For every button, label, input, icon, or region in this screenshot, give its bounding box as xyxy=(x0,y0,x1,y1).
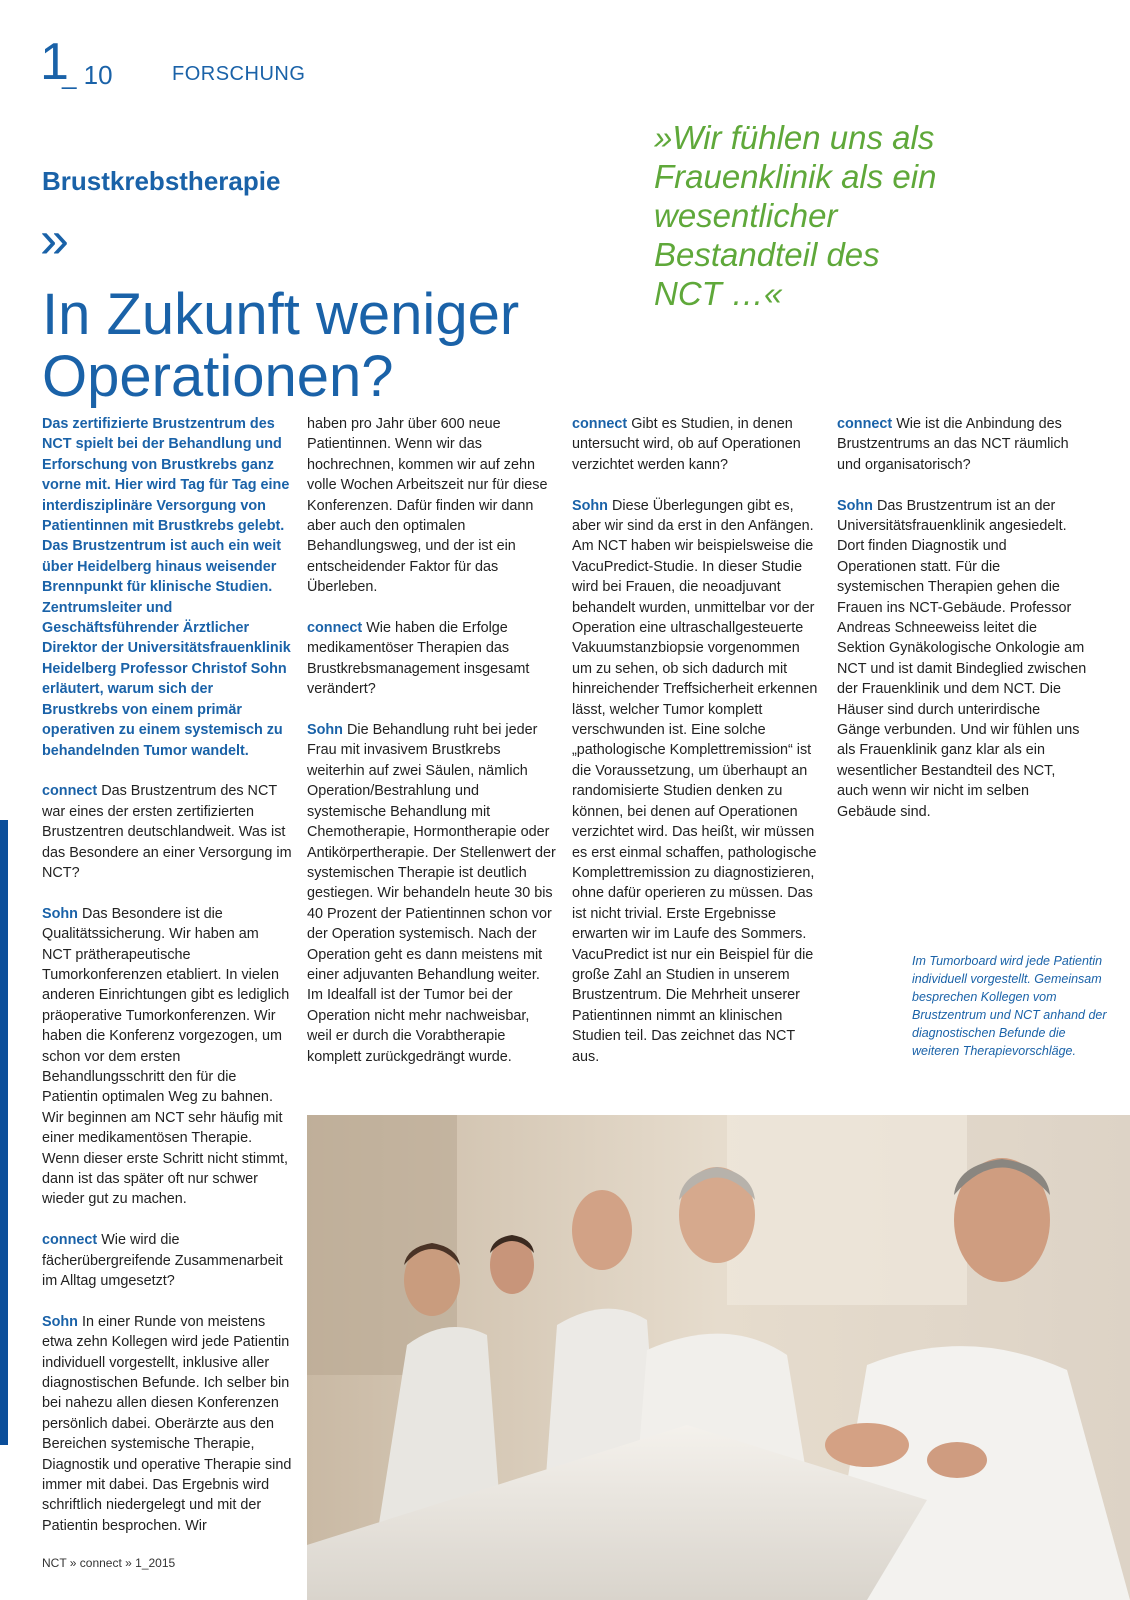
pull-quote: »Wir fühlen uns als Frauenklinik als ein wesentlicher Bestandteil des NCT …« xyxy=(654,119,937,312)
page-number: _ 10 xyxy=(62,60,113,90)
interview-question xyxy=(42,1230,292,1291)
tumorboard-photo xyxy=(307,1115,1130,1600)
text-column-3 xyxy=(572,414,822,1087)
interview-question xyxy=(837,414,1087,475)
speaker-label: connect xyxy=(837,416,893,432)
section-label: FORSCHUNG xyxy=(172,63,306,85)
speaker-label: Sohn xyxy=(307,722,343,739)
question-text: Wie ist die Anbindung des Brustzentrums an das NCT räumlich und organisatorisch? xyxy=(837,416,1069,473)
question-text: Das Brustzentrum des NCT war eines der ersten zertifizierten Brustzentren deutschlandweit. Was ist das Besondere an einer Versorgung im NCT? xyxy=(42,783,292,881)
photo-caption: Im Tumorboard wird jede Patientin individuell vorgestellt. Gemeinsam besprechen Kollegen vom Brustzentrum und NCT anhand der diagnostischen Befunde die weiteren Therapievorschläge. xyxy=(912,954,1107,1058)
question-text: Wie wird die fächerübergreifende Zusammenarbeit im Alltag umgesetzt? xyxy=(42,1232,283,1290)
footer-text: NCT » connect » 1_2015 xyxy=(42,1556,176,1570)
article-lead: Das zertifizierte Brustzentrum des NCT spielt bei der Behandlung und Erforschung von Brustkrebs ganz vorne mit. Hier wird Tag für Tag eine interdisziplinäre Versorgung von Patientinnen mit Brustkrebs gelebt. Das Brustzentrum ist auch ein weit über Heidelberg hinaus weisender Brennpunkt für klinische Studien. Zentrumsleiter und Geschäftsführender Ärztlicher Direktor der Universitätsfrauenklinik Heidelberg Professor Christof Sohn erläutert, warum sich der Brustkrebs von einem primär operativen zu einem systemisch zu behandelnden Tumor wandelt. xyxy=(42,416,291,759)
answer-text: In einer Runde von meistens etwa zehn Kollegen wird jede Patientin individuell vorgestellt, inklusive aller diagnostischen Befunde. Ich selber bin bei nahezu allen diesen Konferenzen persönlich dabei. Oberärzte aus den Bereichen systemische Therapie, Diagnostik und operative Therapie sind immer mit dabei. Das Ergebnis wird schriftlich niedergelegt und mit der Patientin besprochen. Wir xyxy=(42,1313,292,1534)
question-text: Wie haben die Erfolge medikamentöser Therapien das Brustkrebsmanagement insgesamt verändert? xyxy=(307,620,530,698)
interview-question xyxy=(572,414,822,475)
speaker-label: connect xyxy=(42,783,98,800)
interview-answer xyxy=(837,496,1087,823)
text-column-2 xyxy=(307,414,557,1087)
accent-bar xyxy=(0,820,8,1445)
interview-answer xyxy=(307,720,557,1067)
answer-text: Das Brustzentrum ist an der Universitätsfrauenklinik angesiedelt. Dort finden Diagnostik und Operationen statt. Für die systemischen Therapien gehen die Frauen ins NCT-Gebäude. Professor Andreas Schneeweiss leitet die Sektion Gynäkologische Onkologie am NCT und ist damit Bindeglied zwischen der Frauenklinik und dem NCT. Die Häuser sind durch unterirdische Gänge verbunden. Und wir fühlen uns als Frauenklinik ganz klar als ein wesentlicher Bestandteil des NCT, auch wenn wir nicht im selben Gebäude sind. xyxy=(837,497,1087,820)
speaker-label: connect xyxy=(42,1232,98,1249)
answer-text: Diese Überlegungen gibt es, aber wir sind da erst in den Anfängen. Am NCT haben wir beispielsweise die VacuPredict-Studie. In dieser Studie wird bei Frauen, die neoadjuvant behandelt wurden, unmittelbar vor der Operation eine ultraschallgesteuerte Vakuumstanzbiopsie vorgenommen um zu sehen, ob sich dadurch mit hinreichender Treffsicherheit erkennen lässt, welcher Tumor komplett verschwunden ist. Eine solche „pathologische Komplettremission“ ist die Voraussetzung, um überhaupt an randomisierte Studien denken zu können, bei denen auf Operationen verzichtet wird. Das heißt, wir müssen es erst einmal schaffen, pathologische Komplettremission zu diagnostizieren, ohne dafür operieren zu müssen. Das ist nicht trivial. Erste Ergebnisse erwarten wir im Laufe des Sommers. VacuPredict ist nur ein Beispiel für die große Zahl an Studien in unserem Brustzentrum. Die Mehrheit unserer Patientinnen nimmt an klinischen Studien teil. Das zeichnet das NCT aus. xyxy=(572,497,818,1065)
question-text: Gibt es Studien, in denen untersucht wird, ob auf Operationen verzichtet werden kann? xyxy=(572,416,801,473)
speaker-label: Sohn xyxy=(837,497,873,514)
text-column-1 xyxy=(42,414,292,1557)
speaker-label: connect xyxy=(572,416,628,432)
photo-illustration xyxy=(307,1115,1130,1600)
interview-answer-continued xyxy=(307,414,557,598)
interview-answer xyxy=(42,1312,292,1536)
quote-mark-icon: » xyxy=(40,211,69,269)
article-kicker: Brustkrebstherapie xyxy=(42,166,281,196)
interview-answer xyxy=(42,904,292,1210)
speaker-label: connect xyxy=(307,620,363,637)
interview-question xyxy=(307,618,557,700)
answer-text: haben pro Jahr über 600 neue Patientinnen. Wenn wir das hochrechnen, kommen wir auf zehn volle Wochen Arbeitszeit nur für diese Konferenzen. Dafür finden wir dann aber auch den optimalen Behandlungsweg, und der ist ein entscheidender Faktor für das Überleben. xyxy=(307,416,548,596)
answer-text: Das Besondere ist die Qualitätssicherung. Wir haben am NCT prätherapeutische Tumorkonferenzen etabliert. In vielen anderen Einrichtungen gibt es lediglich präoperative Tumorkonferenzen. Wir haben die Konferenz vorgezogen, um schon vor dem ersten Behandlungsschritt den für die Patientin optimalen Weg zu bahnen. Wir beginnen am NCT sehr häufig mit einer medikamentösen Therapie. Wenn dieser erste Schritt nicht stimmt, dann ist das später oft nur schwer wieder gut zu machen. xyxy=(42,905,290,1208)
interview-answer xyxy=(572,496,822,1067)
speaker-label: Sohn xyxy=(42,1313,78,1330)
interview-question xyxy=(42,781,292,883)
answer-text: Die Behandlung ruht bei jeder Frau mit invasivem Brustkrebs weiterhin auf zwei Säulen, nämlich Operation/Bestrahlung und systemische Behandlung mit Chemotherapie, Hormontherapie oder Antikörpertherapie. Der Stellenwert der systemischen Therapie ist deutlich gestiegen. Wir behandeln heute 30 bis 40 Prozent der Patientinnen schon vor der Operation systemisch. Nach der Operation geht es dann meistens mit einer adjuvanten Behandlung weiter. Im Idealfall ist der Tumor bei der Operation nicht mehr nachweisbar, weil er durch die Vorabtherapie komplett zurückgedrängt wurde. xyxy=(307,722,556,1065)
speaker-label: Sohn xyxy=(572,497,608,514)
speaker-label: Sohn xyxy=(42,905,78,922)
text-column-4 xyxy=(837,414,1087,843)
article-headline: In Zukunft weniger Operationen? xyxy=(42,282,520,409)
issue-number: 1 xyxy=(40,33,69,91)
